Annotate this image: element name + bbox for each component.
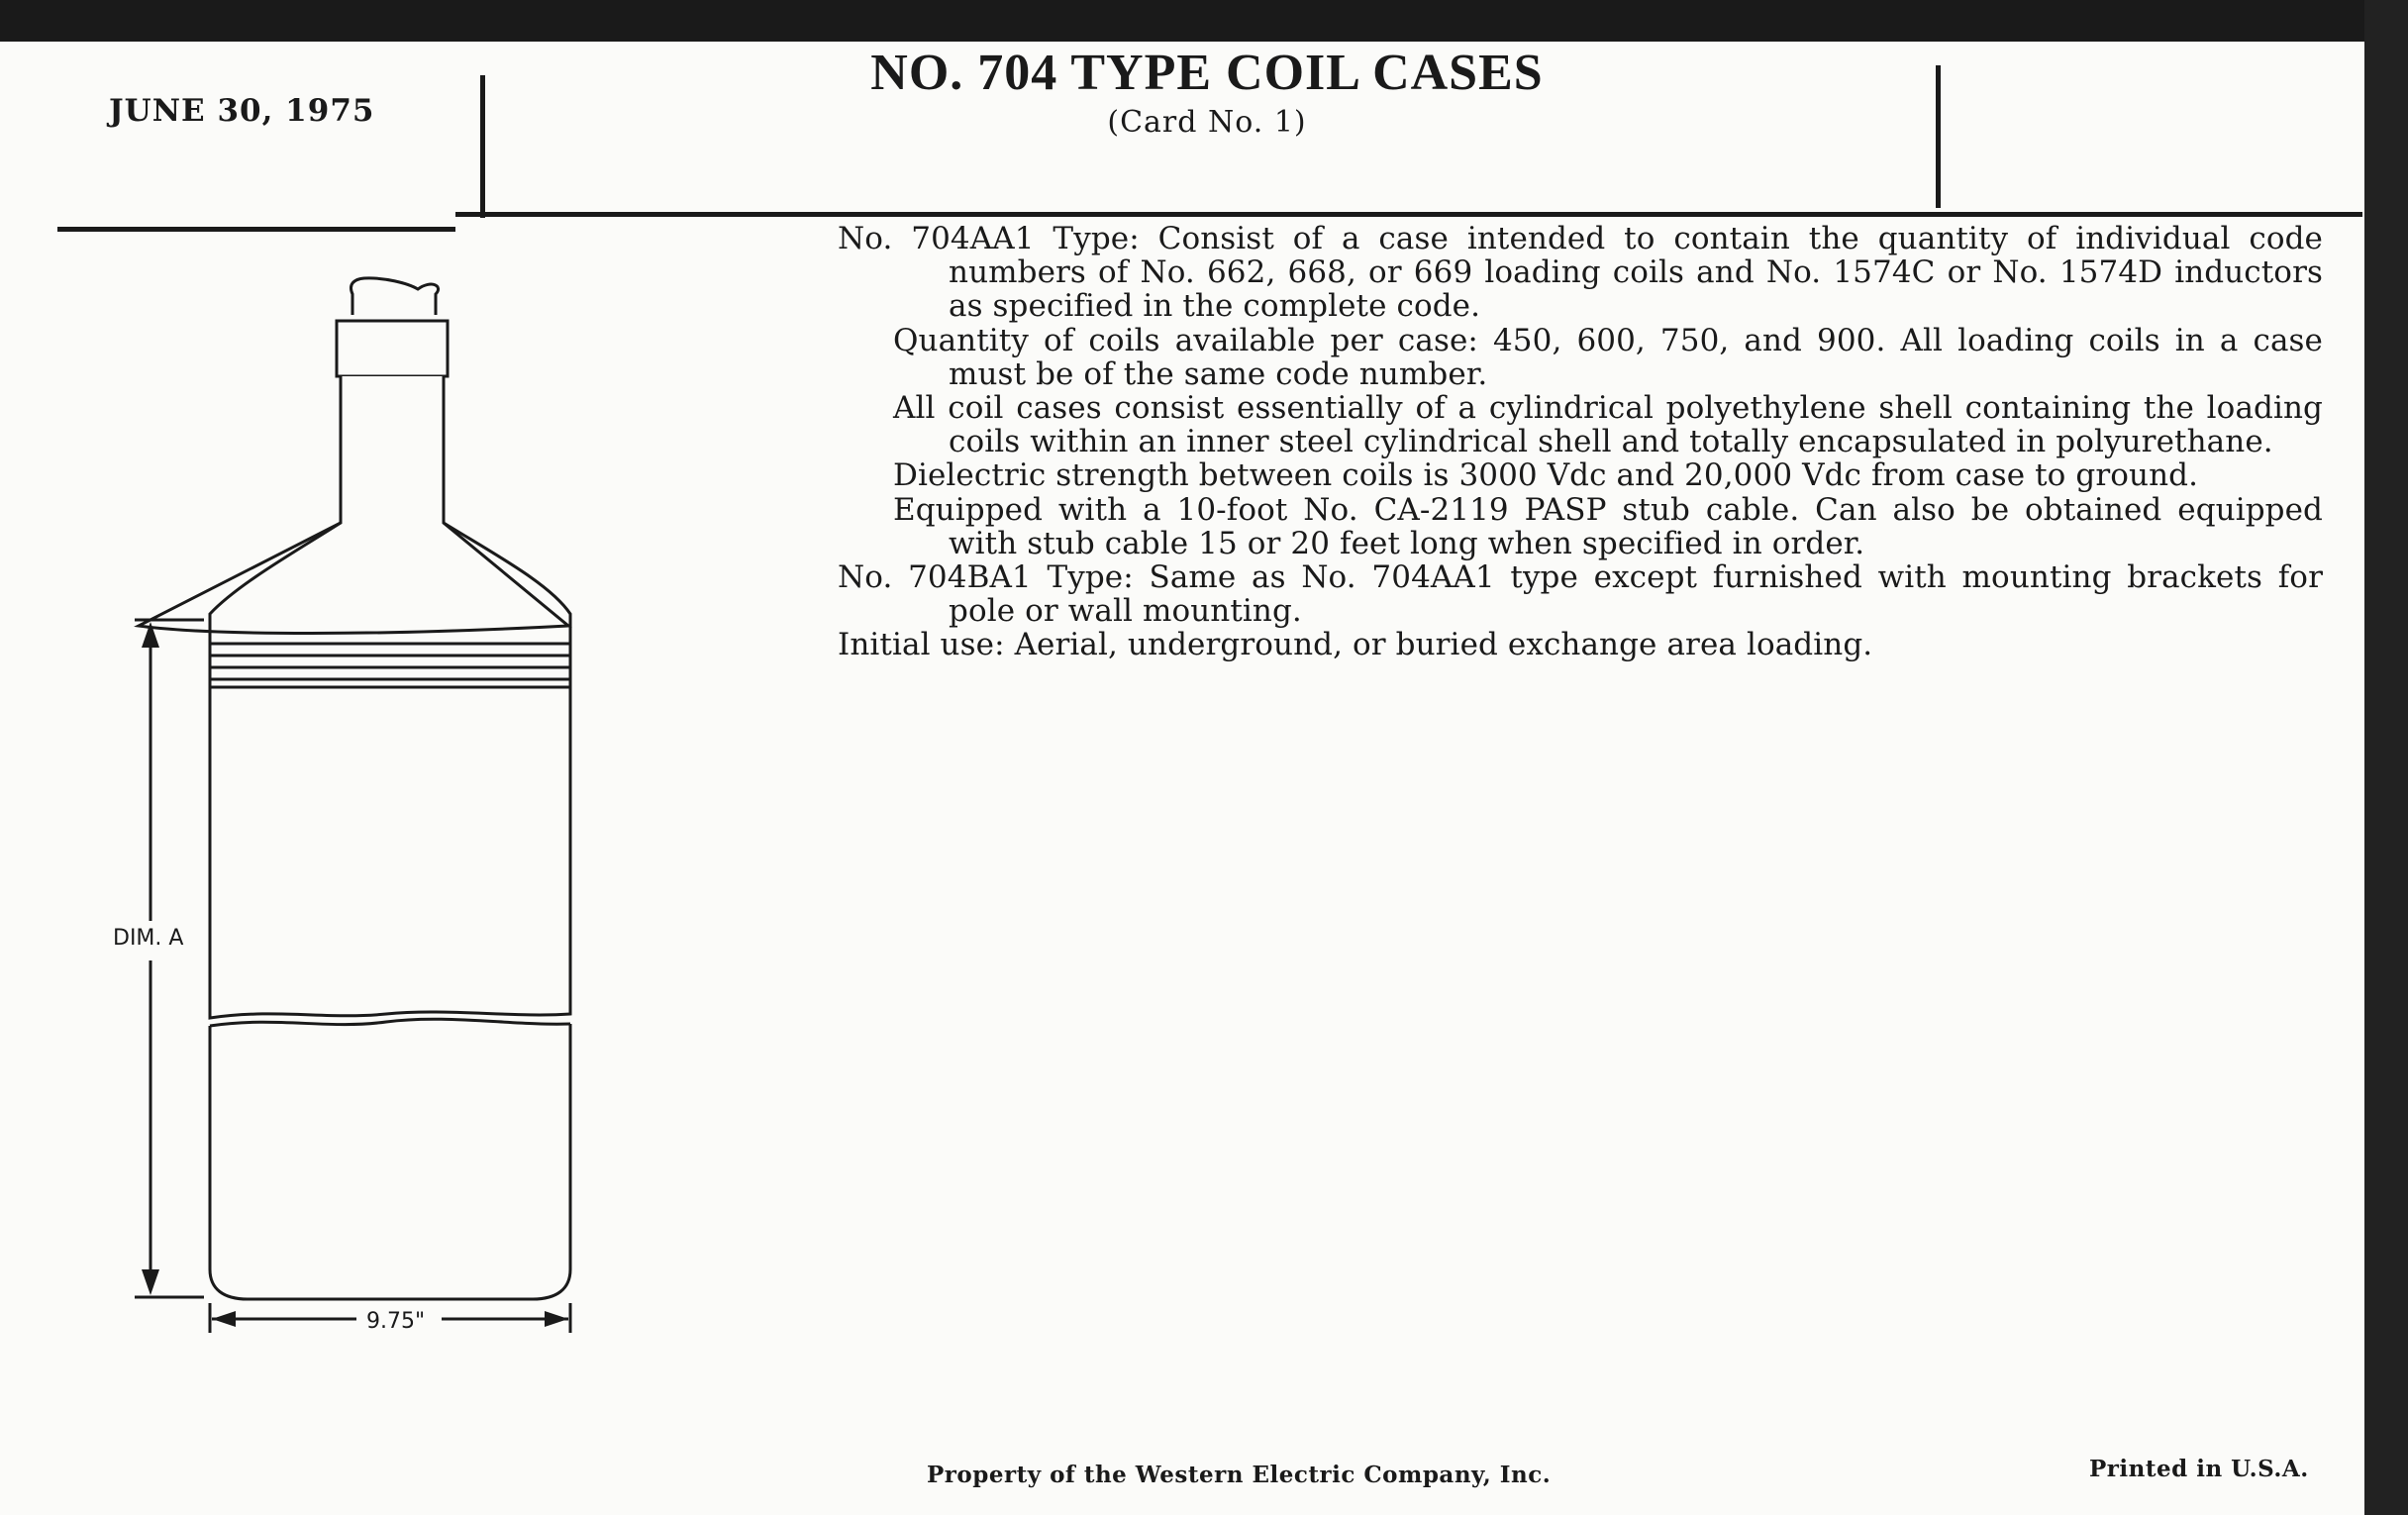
card-number: (Card No. 1) xyxy=(1107,105,1307,140)
page-title: NO. 704 TYPE COIL CASES xyxy=(870,45,1544,101)
scan-edge xyxy=(2364,0,2408,1515)
property-notice: Property of the Western Electric Company, Inc. xyxy=(927,1462,1552,1488)
header-divider-right xyxy=(1936,65,1941,208)
case-body-upper xyxy=(210,687,570,1018)
spec-704aa1: No. 704AA1 Type: Consist of a case intended to contain the quantity of individual code numbers of No. 662, 668, or 669 loading coils and No. 1574C or No. 1574D inductors as specified in the complete code. xyxy=(838,221,2323,325)
coil-case-drawing-icon xyxy=(0,0,614,1386)
dim-a-label: DIM. A xyxy=(113,926,184,951)
case-neck xyxy=(139,376,568,634)
cable-collar xyxy=(337,321,448,376)
spec-initial-use: Initial use: Aerial, underground, or buried exchange area loading. xyxy=(838,627,1873,663)
spec-construction: All coil cases consist essentially of a cylindrical polyethylene shell containing the loading coils within an inner steel cylindrical shell and totally encapsulated in polyurethane. xyxy=(893,390,2323,460)
dim-a-line xyxy=(135,620,204,1297)
spec-stub-cable: Equipped with a 10-foot No. CA-2119 PASP stub cable. Can also be obtained equipped with stub cable 15 or 20 feet long when specified in order. xyxy=(893,491,2323,561)
specification-text xyxy=(838,222,2323,662)
issue-date: JUNE 30, 1975 xyxy=(109,93,375,129)
cable-tube xyxy=(351,278,439,315)
header-rule-main xyxy=(455,212,2362,217)
spec-quantity: Quantity of coils available per case: 450, 600, 750, and 900. All loading coils in a case must be of the same code number. xyxy=(893,322,2323,392)
printed-notice: Printed in U.S.A. xyxy=(2089,1456,2309,1482)
case-body-lower xyxy=(210,1024,570,1299)
case-break-line xyxy=(210,1019,570,1026)
spec-dielectric: Dielectric strength between coils is 3000 Vdc and 20,000 Vdc from case to ground. xyxy=(893,457,2199,494)
width-dim-label: 9.75" xyxy=(366,1309,426,1334)
spec-704ba1: No. 704BA1 Type: Same as No. 704AA1 type except furnished with mounting brackets for pole or wall mounting. xyxy=(838,559,2323,630)
